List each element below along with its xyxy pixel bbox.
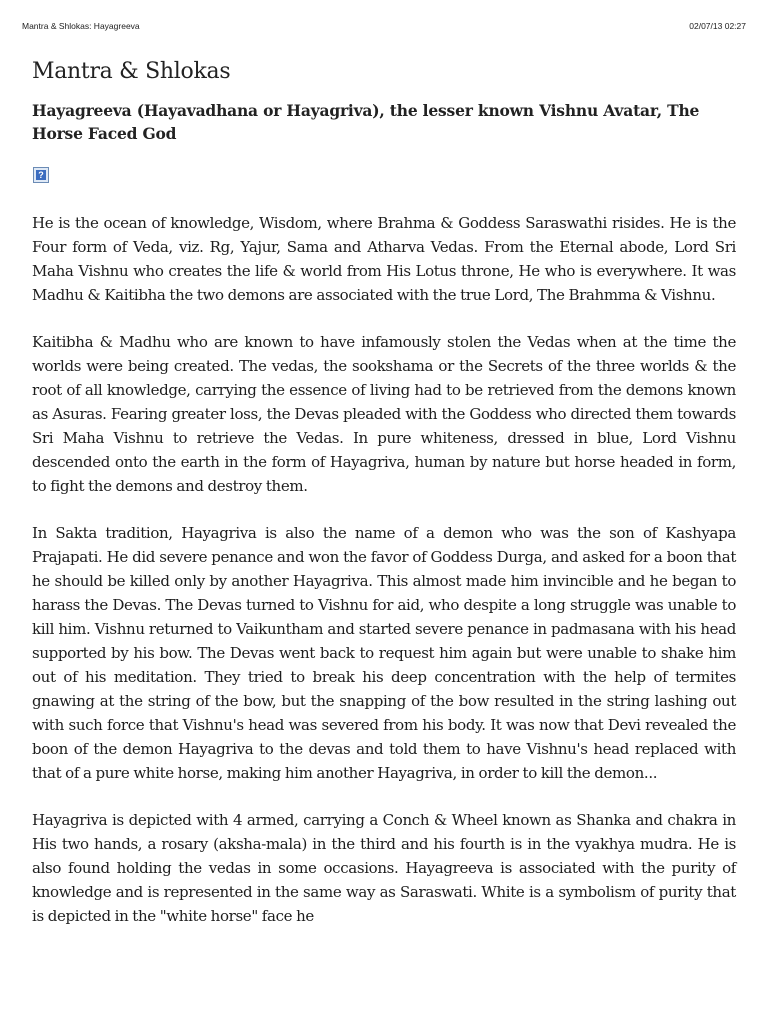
broken-image-icon[interactable] [33,167,49,183]
post-paragraph-4: Hayagriva is depicted with 4 armed, carrying a Conch & Wheel known as Shanka and chakra in His two hands, a rosary (aksha-mala) in the third and his fourth is in the vyakhya mudra. He is also found holding the vedas in some occasions. Hayagreeva is associated with the purity of knowledge and is represented in the same way as Saraswati. White is a symbolism of purity that is depicted in the "white horse" face he [32,810,736,925]
question-mark-icon: ? [36,170,46,180]
blog-title[interactable]: Mantra & Shlokas [32,59,231,84]
print-page-title: Mantra & Shlokas: Hayagreeva [22,21,140,31]
post-title[interactable]: Hayagreeva (Hayavadhana or Hayagriva), the lesser known Vishnu Avatar, The Horse Faced God [32,100,700,143]
print-header [22,21,746,35]
post-paragraph-2: Kaitibha & Madhu who are known to have infamously stolen the Vedas when at the time the worlds were being created. The vedas, the sookshama or the Secrets of the three worlds & the root of all knowledge, carrying the essence of living had to be retrieved from the demons known as Asuras. Fearing greater loss, the Devas pleaded with the Goddess who directed them towards Sri Maha Vishnu to retrieve the Vedas. In pure whiteness, dressed in blue, Lord Vishnu descended onto the earth in the form of Hayagriva, human by nature but horse headed in form, to fight the demons and destroy them. [32,332,736,495]
page-content [32,58,736,951]
print-footer [22,1018,746,1024]
print-datetime: 02/07/13 02:27 [689,21,746,31]
post-paragraph-3: In Sakta tradition, Hayagriva is also the name of a demon who was the son of Kashyapa Prajapati. He did severe penance and won the favor of Goddess Durga, and asked for a boon that he should be killed only by another Hayagriva. This almost made him invincible and he began to harass the Devas. The Devas turned to Vishnu for aid, who despite a long struggle was unable to kill him. Vishnu returned to Vaikuntham and started severe penance in padmasana with his head supported by his bow. The Devas went back to request him again but were unable to shake him out of his meditation. They tried to break his deep concentration with the help of termites gnawing at the string of the bow, but the snapping of the bow resulted in the string lashing out with such force that Vishnu's head was severed from his body. It was now that Devi revealed the boon of the demon Hayagriva to the devas and told them to have Vishnu's head replaced with that of a pure white horse, making him another Hayagriva, in order to kill the demon... [32,523,736,782]
post-paragraph-1: He is the ocean of knowledge, Wisdom, where Brahma & Goddess Saraswathi risides. He is the Four form of Veda, viz. Rg, Yajur, Sama and Atharva Vedas. From the Eternal abode, Lord Sri Maha Vishnu who creates the life & world from His Lotus throne, He who is everywhere. It was Madhu & Kaitibha the two demons are associated with the true Lord, The Brahmma & Vishnu. [32,213,736,304]
